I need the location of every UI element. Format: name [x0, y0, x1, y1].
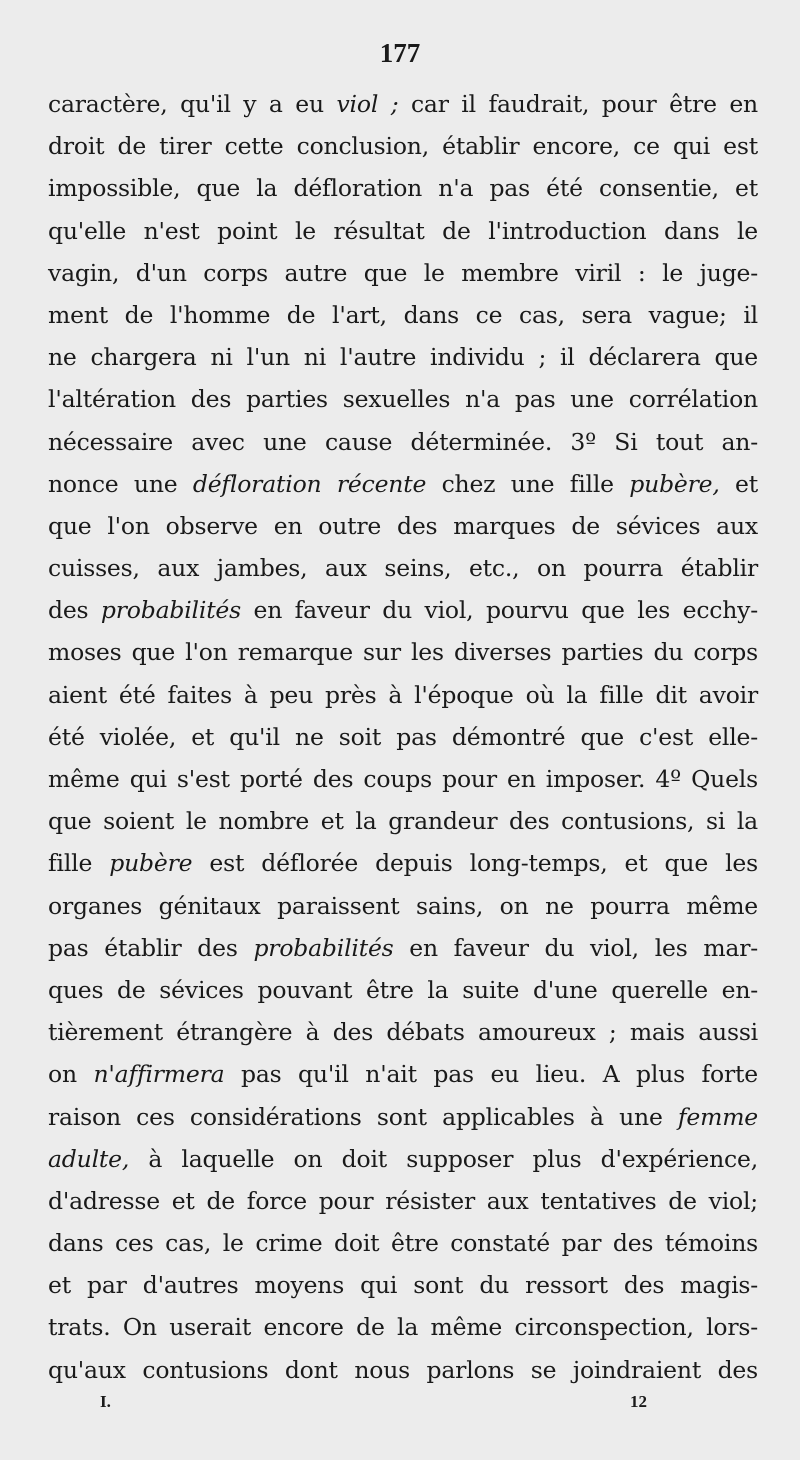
- text-run: dans ces cas, le crime doit être constaté par des témoins: [48, 1229, 758, 1258]
- text-line: [48, 1349, 758, 1391]
- text-run: pas qu'il n'ait pas eu lieu. A plus forte: [224, 1060, 758, 1089]
- italic-text: défloration récente: [192, 469, 427, 498]
- text-line: [48, 716, 758, 758]
- text-run: est déflorée depuis long-temps, et que les: [192, 849, 758, 878]
- italic-text: pubère,: [629, 469, 720, 498]
- text-line: [48, 83, 758, 125]
- text-run: impossible, que la défloration n'a pas été consentie, et: [48, 174, 758, 203]
- text-run: trats. On userait encore de la même circonspection, lors-: [48, 1313, 758, 1342]
- text-run: tièrement étrangère à des débats amoureux ; mais aussi: [48, 1018, 758, 1047]
- page-number: 177: [379, 38, 421, 68]
- volume-mark: I.: [100, 1392, 111, 1411]
- italic-text: viol ;: [336, 90, 399, 118]
- text-line: [48, 589, 758, 631]
- text-run: même qui s'est porté des coups pour en imposer. 4º Quels: [48, 765, 758, 793]
- text-line: [48, 1011, 758, 1053]
- text-line: [48, 505, 758, 547]
- text-line: [48, 294, 758, 336]
- text-run: raison ces considérations sont applicables à une: [48, 1102, 678, 1131]
- text-line: [48, 1264, 758, 1306]
- body-text: [48, 83, 758, 1391]
- italic-text: femme: [677, 1102, 758, 1131]
- text-run: fille: [48, 849, 110, 878]
- text-run: cuisses, aux jambes, aux seins, etc., on pourra établir: [48, 554, 758, 583]
- text-run: l'altération des parties sexuelles n'a pas une corrélation: [48, 385, 758, 414]
- text-run: ques de sévices pouvant être la suite d'une querelle en-: [48, 975, 758, 1004]
- text-line: [48, 631, 758, 673]
- italic-text: pubère: [109, 849, 193, 878]
- text-line: [48, 1096, 758, 1138]
- text-run: et par d'autres moyens qui sont du ressort des magis-: [48, 1271, 758, 1300]
- text-line: [48, 1053, 758, 1095]
- text-run: été violée, et qu'il ne soit pas démontré que c'est elle-: [48, 722, 758, 751]
- text-run: vagin, d'un corps autre que le membre viril : le juge-: [48, 258, 758, 287]
- signature-mark: 12: [630, 1392, 647, 1411]
- italic-text: adulte,: [48, 1144, 130, 1173]
- text-run: en faveur du viol, pourvu que les ecchy-: [241, 596, 758, 625]
- text-run: qu'aux contusions dont nous parlons se joindraient des: [48, 1355, 758, 1384]
- text-line: [48, 927, 758, 969]
- text-line: [48, 758, 758, 800]
- text-run: qu'elle n'est point le résultat de l'introduction dans le: [48, 216, 758, 245]
- text-line: [48, 885, 758, 927]
- italic-text: probabilités: [253, 933, 394, 962]
- text-run: à laquelle on doit supposer plus d'expérience,: [129, 1144, 758, 1173]
- text-line: [48, 800, 758, 842]
- text-run: car il faudrait, pour être en: [398, 90, 758, 118]
- text-run: on: [48, 1060, 94, 1089]
- text-line: [48, 1138, 758, 1180]
- text-line: [48, 1306, 758, 1348]
- page-footer: [0, 1392, 800, 1422]
- text-run: moses que l'on remarque sur les diverses parties du corps: [48, 638, 758, 667]
- text-run: pas établir des: [48, 933, 254, 962]
- text-run: des: [48, 596, 101, 625]
- text-run: que l'on observe en outre des marques de sévices aux: [48, 511, 758, 540]
- text-line: [48, 463, 758, 505]
- text-line: [48, 1222, 758, 1264]
- text-line: [48, 210, 758, 252]
- text-line: [48, 378, 758, 420]
- text-run: droit de tirer cette conclusion, établir encore, ce qui est: [48, 132, 758, 161]
- text-run: caractère, qu'il y a eu: [48, 90, 337, 118]
- text-line: [48, 1180, 758, 1222]
- text-run: ment de l'homme de l'art, dans ce cas, sera vague; il: [48, 300, 758, 329]
- text-line: [48, 969, 758, 1011]
- text-line: [48, 674, 758, 716]
- text-line: [48, 421, 758, 463]
- text-run: d'adresse et de force pour résister aux tentatives de viol;: [48, 1186, 758, 1215]
- text-run: et: [719, 469, 758, 498]
- text-run: nécessaire avec une cause déterminée. 3º Si tout an-: [48, 427, 758, 456]
- text-run: en faveur du viol, les mar-: [393, 933, 758, 962]
- text-line: [48, 252, 758, 294]
- text-line: [48, 125, 758, 167]
- text-run: aient été faites à peu près à l'époque où la fille dit avoir: [48, 680, 758, 709]
- text-line: [48, 842, 758, 884]
- text-run: organes génitaux paraissent sains, on ne pourra même: [48, 891, 758, 920]
- text-run: ne chargera ni l'un ni l'autre individu ; il déclarera que: [48, 343, 758, 372]
- text-run: nonce une: [48, 469, 193, 498]
- text-line: [48, 547, 758, 589]
- text-line: [48, 167, 758, 209]
- italic-text: n'affirmera: [93, 1060, 225, 1089]
- text-line: [48, 336, 758, 378]
- italic-text: probabilités: [100, 596, 242, 625]
- text-run: chez une fille: [426, 469, 630, 498]
- text-run: que soient le nombre et la grandeur des contusions, si la: [48, 807, 758, 836]
